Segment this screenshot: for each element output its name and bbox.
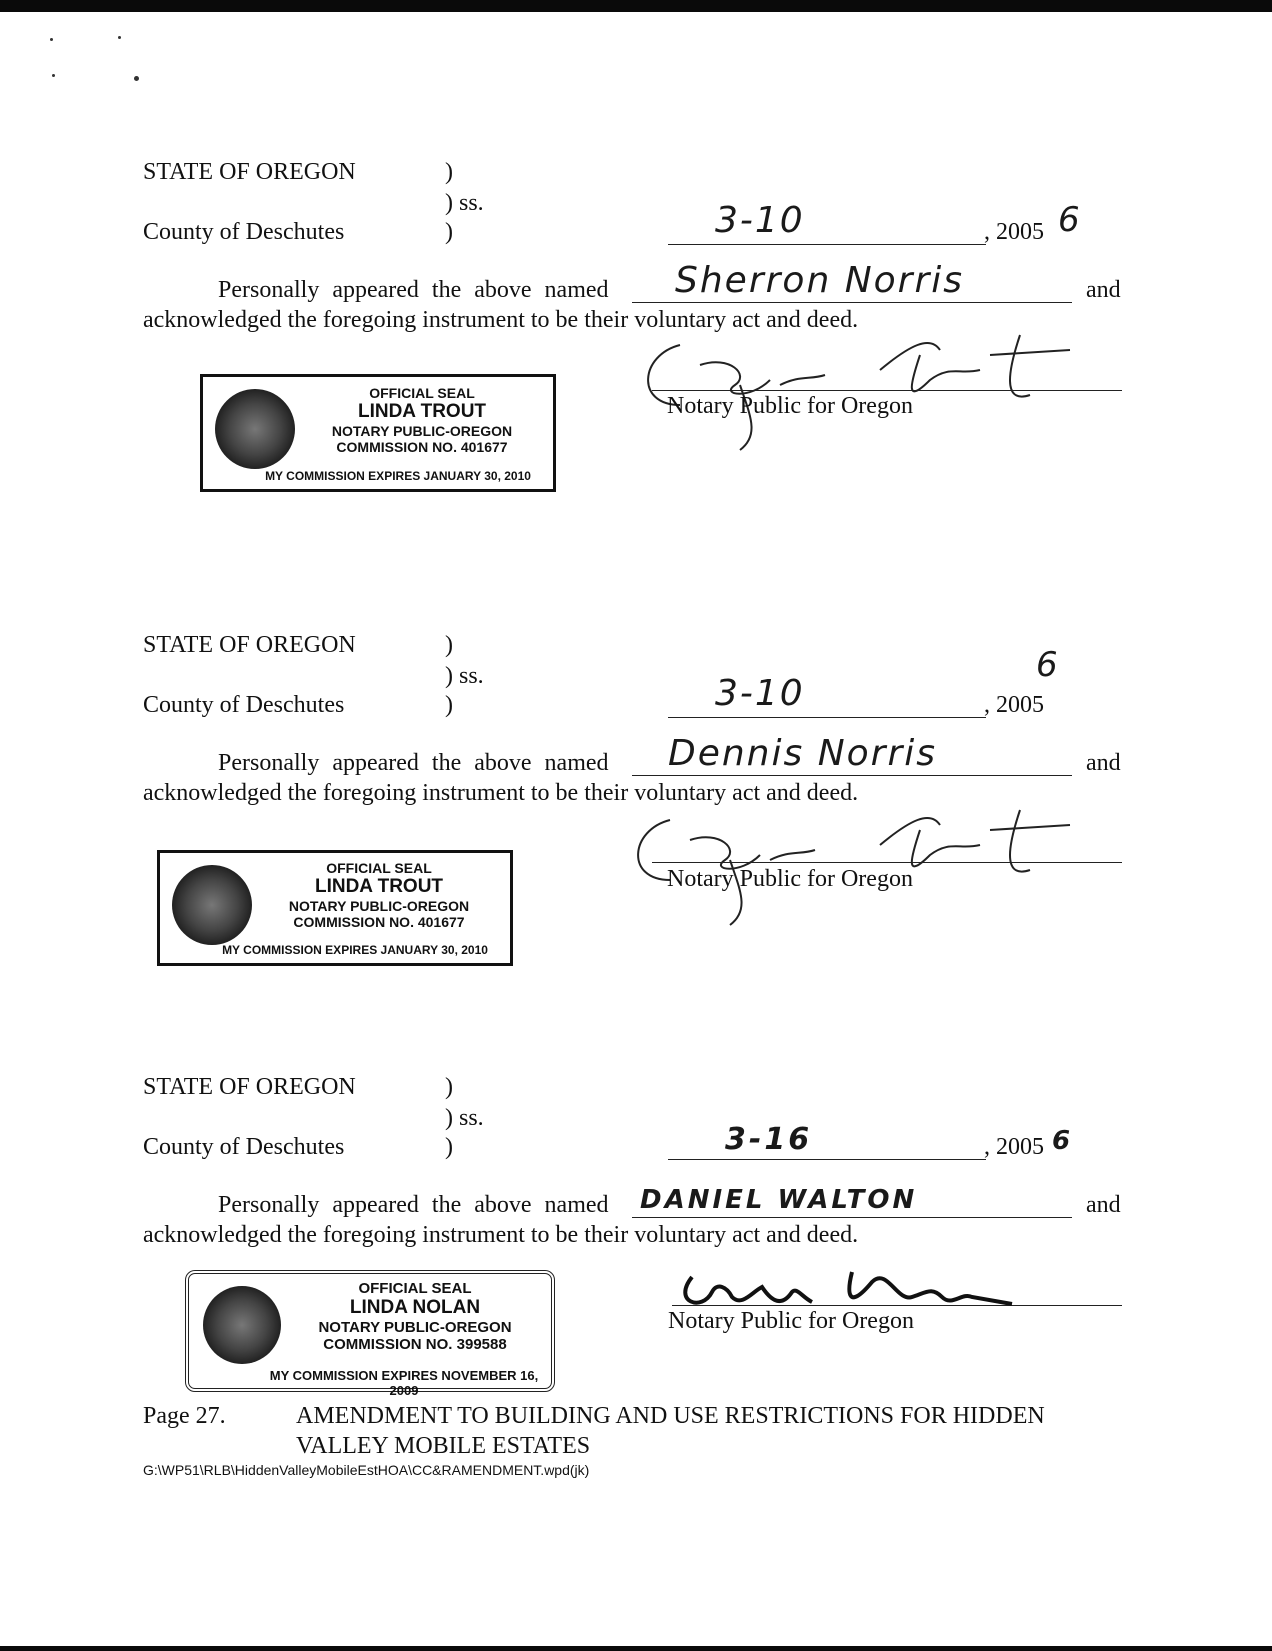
seal-expiration: MY COMMISSION EXPIRES JANUARY 30, 2010 bbox=[265, 469, 531, 483]
handwritten-name: Sherron Norris bbox=[675, 260, 965, 301]
bracket: ) bbox=[445, 692, 453, 718]
county-heading: County of Deschutes bbox=[143, 692, 345, 718]
state-heading: STATE OF OREGON bbox=[143, 1074, 356, 1100]
seal-commission: COMMISSION NO. 401677 bbox=[336, 439, 508, 455]
scan-speck bbox=[52, 74, 55, 77]
seal-title: OFFICIAL SEAL bbox=[358, 1280, 472, 1297]
document-title-line-1: AMENDMENT TO BUILDING AND USE RESTRICTIONS FOR HIDDEN bbox=[296, 1403, 1045, 1429]
acknowledgment-text: acknowledged the foregoing instrument to be their voluntary act and deed. bbox=[143, 307, 859, 333]
and-text: and bbox=[1086, 1192, 1121, 1218]
notary-seal bbox=[185, 1270, 555, 1398]
year-correction: 6 bbox=[1036, 645, 1060, 685]
bracket: ) bbox=[445, 159, 453, 185]
ss-marker: ) ss. bbox=[445, 1105, 484, 1131]
scan-top-border bbox=[0, 0, 1272, 12]
ss-marker: ) ss. bbox=[445, 190, 484, 216]
oregon-state-seal-icon bbox=[215, 389, 295, 469]
notary-label: Notary Public for Oregon bbox=[667, 866, 913, 892]
bracket: ) bbox=[445, 219, 453, 245]
document-title-line-2: VALLEY MOBILE ESTATES bbox=[296, 1433, 591, 1459]
printed-year: , 2005 bbox=[984, 692, 1044, 718]
seal-role: NOTARY PUBLIC-OREGON bbox=[331, 423, 513, 439]
county-heading: County of Deschutes bbox=[143, 219, 345, 245]
seal-title: OFFICIAL SEAL bbox=[326, 860, 432, 876]
seal-notary-name: LINDA TROUT bbox=[314, 876, 444, 897]
seal-commission: COMMISSION NO. 399588 bbox=[323, 1336, 507, 1353]
state-heading: STATE OF OREGON bbox=[143, 159, 356, 185]
handwritten-name: Dennis Norris bbox=[668, 733, 938, 774]
ss-marker: ) ss. bbox=[445, 663, 484, 689]
year-correction: 6 bbox=[1058, 200, 1082, 240]
acknowledgment-text: acknowledged the foregoing instrument to be their voluntary act and deed. bbox=[143, 780, 859, 806]
notary-label: Notary Public for Oregon bbox=[667, 393, 913, 419]
seal-role: NOTARY PUBLIC-OREGON bbox=[288, 898, 470, 914]
seal-role: NOTARY PUBLIC-OREGON bbox=[318, 1319, 512, 1336]
name-line bbox=[632, 302, 1072, 303]
seal-commission: COMMISSION NO. 401677 bbox=[293, 914, 465, 930]
state-heading: STATE OF OREGON bbox=[143, 632, 356, 658]
date-line bbox=[668, 244, 986, 245]
oregon-state-seal-icon bbox=[203, 1286, 281, 1364]
seal-expiration: MY COMMISSION EXPIRES JANUARY 30, 2010 bbox=[222, 943, 488, 957]
handwritten-date: 3-16 bbox=[725, 1122, 813, 1157]
scan-speck bbox=[134, 76, 139, 81]
name-line bbox=[632, 775, 1072, 776]
handwritten-date: 3-10 bbox=[715, 200, 805, 241]
notary-seal bbox=[157, 850, 513, 966]
acknowledgment-text: acknowledged the foregoing instrument to be their voluntary act and deed. bbox=[143, 1222, 859, 1248]
bracket: ) bbox=[445, 1134, 453, 1160]
appeared-text: Personally appeared the above named bbox=[218, 750, 609, 776]
seal-title: OFFICIAL SEAL bbox=[369, 385, 475, 401]
and-text: and bbox=[1086, 277, 1121, 303]
year-correction: 6 bbox=[1052, 1126, 1074, 1156]
page-number: Page 27. bbox=[143, 1403, 226, 1429]
bracket: ) bbox=[445, 1074, 453, 1100]
oregon-state-seal-icon bbox=[172, 865, 252, 945]
seal-notary-name: LINDA NOLAN bbox=[349, 1297, 481, 1318]
file-path: G:\WP51\RLB\HiddenValleyMobileEstHOA\CC&RAMENDMENT.wpd(jk) bbox=[143, 1462, 590, 1478]
notary-seal bbox=[200, 374, 556, 492]
scan-speck bbox=[50, 38, 53, 41]
date-line bbox=[668, 1159, 986, 1160]
scan-bottom-border bbox=[0, 1646, 1272, 1651]
handwritten-name: DANIEL WALTON bbox=[640, 1185, 918, 1215]
seal-expiration: MY COMMISSION EXPIRES NOVEMBER 16, 2009 bbox=[269, 1368, 539, 1398]
appeared-text: Personally appeared the above named bbox=[218, 277, 609, 303]
notary-signature-trout bbox=[640, 325, 1080, 455]
seal-notary-name: LINDA TROUT bbox=[357, 401, 487, 422]
date-line bbox=[668, 717, 986, 718]
printed-year: , 2005 bbox=[984, 219, 1044, 245]
printed-year: , 2005 bbox=[984, 1134, 1044, 1160]
notary-label: Notary Public for Oregon bbox=[668, 1308, 914, 1334]
bracket: ) bbox=[445, 632, 453, 658]
county-heading: County of Deschutes bbox=[143, 1134, 345, 1160]
handwritten-date: 3-10 bbox=[715, 673, 805, 714]
and-text: and bbox=[1086, 750, 1121, 776]
scan-speck bbox=[118, 36, 121, 39]
appeared-text: Personally appeared the above named bbox=[218, 1192, 609, 1218]
name-line bbox=[632, 1217, 1072, 1218]
